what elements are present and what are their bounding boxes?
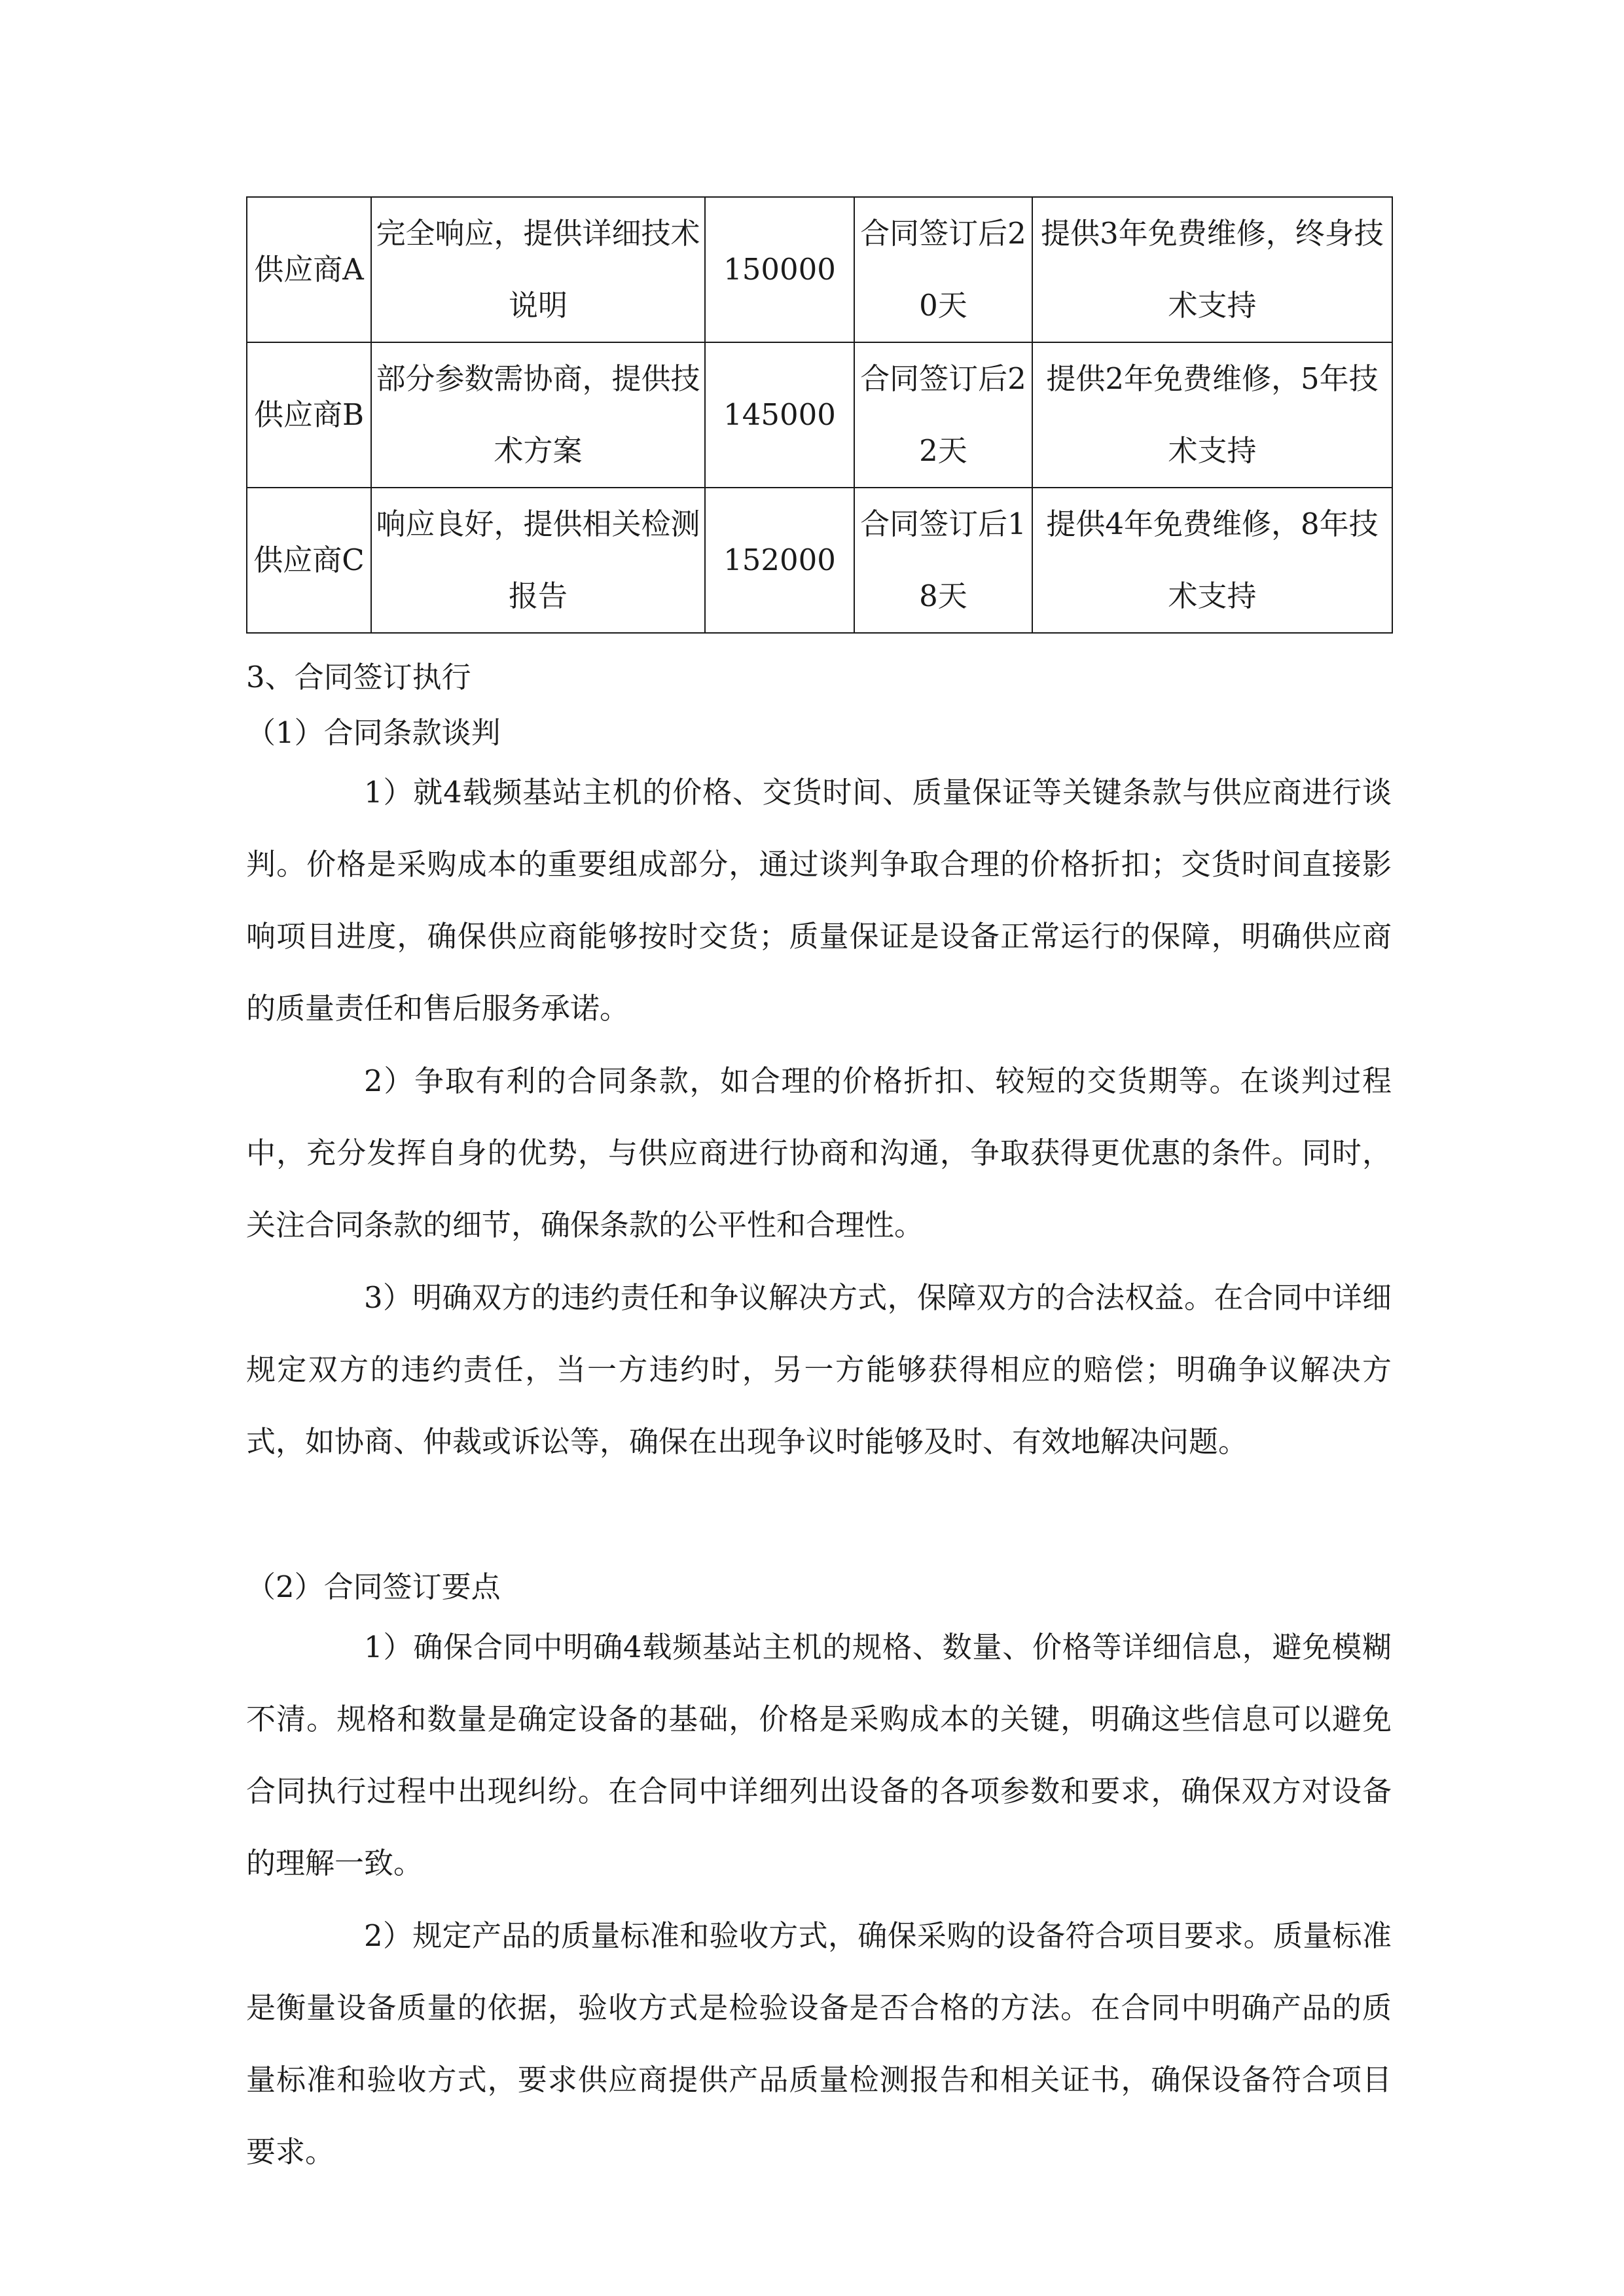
section-3-heading: 3、合同签订执行	[246, 660, 471, 694]
table-row	[247, 342, 1392, 488]
paragraph: 2）规定产品的质量标准和验收方式，确保采购的设备符合项目要求。质量标准是衡量设备质量的依据，验收方式是检验设备是否合格的方法。在合同中明确产品的质量标准和验收方式，要求供应商提供产品质量检测报告和相关证书，确保设备符合项目要求。	[246, 1918, 1392, 2169]
price-cell: 150000	[705, 197, 854, 342]
paragraph: 1）确保合同中明确4载频基站主机的规格、数量、价格等详细信息，避免模糊不清。规格和数量是确定设备的基础，价格是采购成本的关键，明确这些信息可以避免合同执行过程中出现纠纷。在合同中详细列出设备的各项参数和要求，确保双方对设备的理解一致。	[246, 1630, 1392, 1880]
subsection-1-paragraph-2	[246, 1045, 1392, 1261]
subsection-2-paragraph-2	[246, 1900, 1392, 2188]
paragraph: 1）就4载频基站主机的价格、交货时间、质量保证等关键条款与供应商进行谈判。价格是采购成本的重要组成部分，通过谈判争取合理的价格折扣；交货时间直接影响项目进度，确保供应商能够按时交货；质量保证是设备正常运行的保障，明确供应商的质量责任和售后服务承诺。	[246, 775, 1392, 1026]
supplier-name-cell: 供应商C	[247, 488, 371, 633]
delivery-cell: 合同签订后20天	[854, 197, 1032, 342]
service-cell: 提供4年免费维修，8年技术支持	[1032, 488, 1392, 633]
delivery-cell: 合同签订后22天	[854, 342, 1032, 488]
subsection-1-heading: （1）合同条款谈判	[246, 715, 501, 750]
table-row	[247, 488, 1392, 633]
delivery-cell: 合同签订后18天	[854, 488, 1032, 633]
supplier-name-cell: 供应商B	[247, 342, 371, 488]
response-cell: 完全响应，提供详细技术说明	[371, 197, 705, 342]
subsection-1-paragraph-3	[246, 1262, 1392, 1478]
response-cell: 部分参数需协商，提供技术方案	[371, 342, 705, 488]
service-cell: 提供2年免费维修，5年技术支持	[1032, 342, 1392, 488]
response-cell: 响应良好，提供相关检测报告	[371, 488, 705, 633]
table-row	[247, 197, 1392, 342]
price-cell: 145000	[705, 342, 854, 488]
service-cell: 提供3年免费维修，终身技术支持	[1032, 197, 1392, 342]
price-cell: 152000	[705, 488, 854, 633]
supplier-comparison-table	[246, 196, 1393, 634]
subsection-2-heading: （2）合同签订要点	[246, 1570, 501, 1604]
supplier-name-cell: 供应商A	[247, 197, 371, 342]
subsection-1-paragraph-1	[246, 757, 1392, 1045]
subsection-2-paragraph-1	[246, 1611, 1392, 1899]
paragraph: 3）明确双方的违约责任和争议解决方式，保障双方的合法权益。在合同中详细规定双方的违约责任，当一方违约时，另一方能够获得相应的赔偿；明确争议解决方式，如协商、仲裁或诉讼等，确保在出现争议时能够及时、有效地解决问题。	[246, 1280, 1392, 1459]
paragraph: 2）争取有利的合同条款，如合理的价格折扣、较短的交货期等。在谈判过程中，充分发挥自身的优势，与供应商进行协商和沟通，争取获得更优惠的条件。同时，关注合同条款的细节，确保条款的公平性和合理性。	[246, 1064, 1392, 1242]
